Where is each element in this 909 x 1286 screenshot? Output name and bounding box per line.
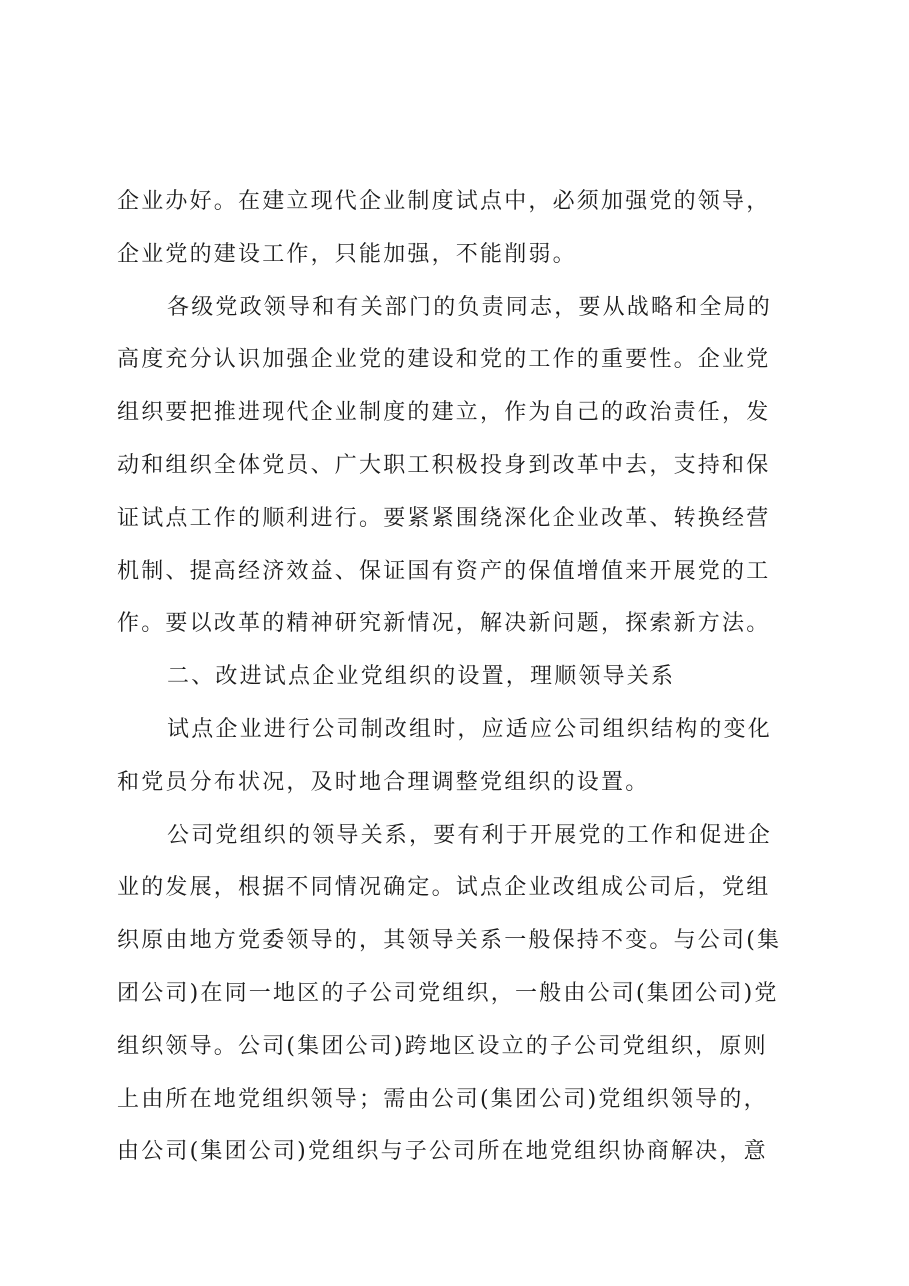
text-line: 和党员分布状况，及时地合理调整党组织的设置。 <box>117 769 650 795</box>
text-line: 证试点工作的顺利进行。要紧紧围绕深化企业改革、转换经营 <box>117 505 771 531</box>
text-line: 动和组织全体党员、广大职工积极投身到改革中去，支持和保 <box>117 452 771 478</box>
body-text <box>117 176 797 1179</box>
text-line: 高度充分认识加强企业党的建设和党的工作的重要性。企业党 <box>117 347 771 373</box>
section-heading: 二、改进试点企业党组织的设置，理顺领导关系 <box>167 664 676 690</box>
text-line: 企业党的建设工作，只能加强，不能削弱。 <box>117 241 577 267</box>
text-line: 团公司)在同一地区的子公司党组织，一般由公司(集团公司)党 <box>117 980 779 1006</box>
text-line: 由公司(集团公司)党组织与子公司所在地党组织协商解决，意 <box>117 1139 768 1165</box>
paragraph-start-line: 各级党政领导和有关部门的负责同志，要从战略和全局的 <box>167 294 773 320</box>
text-line: 机制、提高经济效益、保证国有资产的保值增值来开展党的工 <box>117 558 771 584</box>
text-line: 组织领导。公司(集团公司)跨地区设立的子公司党组织，原则 <box>117 1033 768 1059</box>
text-line: 组织要把推进现代企业制度的建立，作为自己的政治责任，发 <box>117 400 771 426</box>
text-line: 上由所在地党组织领导；需由公司(集团公司)党组织领导的， <box>117 1086 768 1112</box>
text-line: 企业办好。在建立现代企业制度试点中，必须加强党的领导， <box>117 189 771 214</box>
paragraph-start-line: 公司党组织的领导关系，要有利于开展党的工作和促进企 <box>167 822 773 848</box>
text-line: 织原由地方党委领导的，其领导关系一般保持不变。与公司(集 <box>117 928 782 954</box>
text-line: 作。要以改革的精神研究新情况，解决新问题，探索新方法。 <box>117 611 771 637</box>
text-line: 业的发展，根据不同情况确定。试点企业改组成公司后，党组 <box>117 875 771 901</box>
paragraph-start-line: 试点企业进行公司制改组时，应适应公司组织结构的变化 <box>167 716 773 742</box>
